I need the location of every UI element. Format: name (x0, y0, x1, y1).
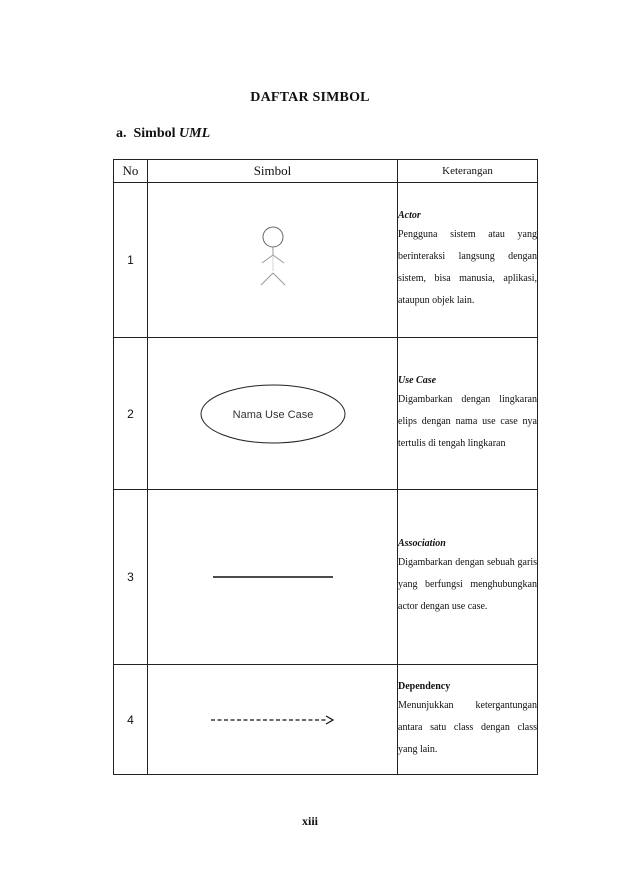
table-header-row (114, 160, 538, 183)
use-case-label: Nama Use Case (232, 408, 313, 421)
symbol-description: Digambarkan dengan lingkaran elips dengan nama use case nya tertulis di tengah lingkaran (398, 393, 537, 449)
use-case-ellipse-icon (198, 383, 348, 445)
section-prefix: a. (116, 126, 127, 141)
section-label-em: UML (179, 126, 211, 141)
association-line-icon (212, 572, 334, 582)
header-no: No (114, 160, 148, 183)
actor-stick-figure-icon (253, 225, 293, 295)
symbol-description: Digambarkan dengan sebuah garis yang berfungsi menghubungkan actor dengan use case. (398, 557, 537, 612)
header-description: Keterangan (398, 160, 538, 183)
section-heading (116, 126, 210, 142)
symbol-cell (148, 338, 398, 490)
row-number: 4 (114, 665, 148, 775)
symbol-name: Dependency (398, 680, 451, 692)
symbol-description: Menunjukkan ketergantungan antara satu class dengan class yang lain. (398, 699, 537, 755)
description-cell (398, 665, 538, 775)
uml-symbol-table (113, 159, 538, 775)
table-row (114, 665, 538, 775)
symbol-cell (148, 183, 398, 338)
symbol-cell (148, 665, 398, 775)
table-row (114, 338, 538, 490)
page-title: DAFTAR SIMBOL (250, 90, 370, 105)
description-cell (398, 183, 538, 338)
header-symbol: Simbol (148, 160, 398, 183)
row-number: 3 (114, 490, 148, 665)
table-row (114, 183, 538, 338)
description-cell (398, 490, 538, 665)
description-cell (398, 338, 538, 490)
symbol-name: Association (398, 538, 446, 549)
symbol-description: Pengguna sistem atau yang berinteraksi langsung dengan sistem, bisa manusia, aplikasi, ataupun objek lain. (398, 229, 537, 306)
table-row (114, 490, 538, 665)
section-label: Simbol (133, 126, 176, 141)
row-number: 2 (114, 338, 148, 490)
row-number: 1 (114, 183, 148, 338)
dependency-dashed-arrow-icon (210, 714, 336, 726)
symbol-name: Actor (398, 210, 421, 221)
symbol-name: Use Case (398, 374, 437, 386)
symbol-cell (148, 490, 398, 665)
page-number: xiii (301, 814, 318, 828)
